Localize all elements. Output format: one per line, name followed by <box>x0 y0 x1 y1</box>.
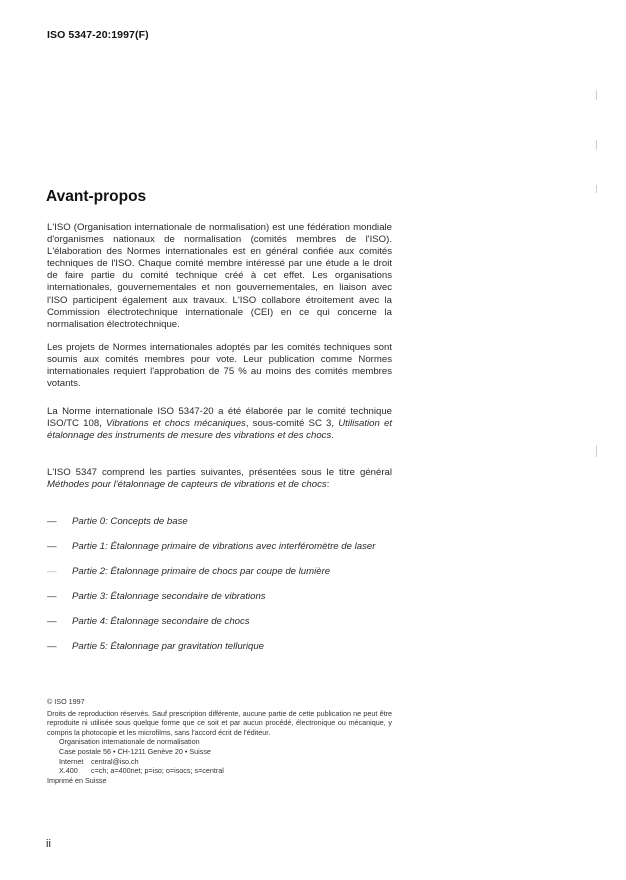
paragraph-voting: Les projets de Normes internationales adoptés par les comités techniques sont soumis aux comités membres pour vote. Leur publication comme Normes internationales requiert l'approbation de 75 % au moins des comités membres votants. <box>47 342 392 390</box>
list-item <box>47 541 392 553</box>
list-item-text: Partie 3: Étalonnage secondaire de vibrations <box>72 591 266 603</box>
page-number: ii <box>46 838 51 850</box>
list-item <box>47 591 392 603</box>
committee-title-em: Vibrations et chocs mécaniques <box>106 418 246 430</box>
publisher-address <box>47 737 392 775</box>
list-item <box>47 516 392 528</box>
internet-address: central@iso.ch <box>91 756 139 766</box>
list-item-text: Partie 2: Étalonnage primaire de chocs par coupe de lumière <box>72 566 331 578</box>
standard-reference: ISO 5347-20:1997(F) <box>47 29 149 41</box>
paragraph-committee <box>47 406 392 442</box>
list-dash: — <box>47 566 57 578</box>
list-dash: — <box>47 541 57 553</box>
margin-mark <box>596 140 597 150</box>
publisher-name: Organisation internationale de normalisation <box>59 737 200 747</box>
margin-mark <box>596 445 597 457</box>
committee-text-mid: , sous-comité SC 3, <box>245 418 339 430</box>
page-title: Avant-propos <box>46 188 147 205</box>
internet-row <box>59 757 392 767</box>
general-title-em: Méthodes pour l'étalonnage de capteurs de vibrations et de chocs <box>47 479 327 491</box>
internet-label: Internet <box>59 756 84 766</box>
x400-label: X.400 <box>59 766 78 776</box>
list-item-text: Partie 1: Étalonnage primaire de vibrations avec interféromètre de laser <box>72 541 376 553</box>
x400-row <box>59 766 392 776</box>
list-item-text: Partie 4: Étalonnage secondaire de chocs <box>72 616 250 628</box>
parts-intro-start: L'ISO 5347 comprend les parties suivantes, présentées sous le titre général <box>47 467 392 478</box>
paragraph-iso-intro: L'ISO (Organisation internationale de normalisation) est une fédération mondiale d'organismes nationaux de normalisation (comités membres de l'ISO). L'élaboration des Normes internationales est en général confiée aux comités techniques de l'ISO. Chaque comité membre intéressé par une étude a le droit de faire partie du comité technique créé à cet effet. Les organisations internationales, gouvernementales et non gouvernementales, en liaison avec l'ISO participent également aux travaux. L'ISO collabore étroitement avec la Commission électrotechnique internationale (CEI) en ce qui concerne la normalisation électrotechnique. <box>47 222 392 330</box>
margin-mark <box>596 90 597 100</box>
list-item <box>47 641 392 653</box>
margin-mark <box>596 185 597 193</box>
rights-statement: Droits de reproduction réservés. Sauf prescription différente, aucune partie de cette publication ne peut être reproduite ni utilisée sous quelque forme que ce soit et par aucun procédé, électronique ou mécanique, y compris la photocopie et les microfilms, sans l'accord écrit de l'éditeur. <box>47 708 392 737</box>
list-dash: — <box>47 641 57 653</box>
copyright-block <box>47 697 392 785</box>
committee-text-start: La Norme internationale ISO 5347-20 a été élaborée par le comité technique ISO/TC 108, <box>47 406 392 430</box>
subcommittee-title-em: Utilisation et étalonnage des instruments de mesure des vibrations et des chocs <box>47 418 393 442</box>
postal-address: Case postale 56 • CH-1211 Genève 20 • Suisse <box>59 746 211 756</box>
list-dash: — <box>47 516 57 527</box>
copyright-notice: © ISO 1997 <box>47 697 85 706</box>
list-dash: — <box>47 616 57 628</box>
printed-in: Imprimé en Suisse <box>47 775 107 785</box>
list-item-text: Partie 0: Concepts de base <box>72 516 188 527</box>
committee-text-end: . <box>331 430 334 442</box>
list-item <box>47 566 392 578</box>
list-item-text: Partie 5: Étalonnage par gravitation tellurique <box>72 641 264 653</box>
parts-intro-end: : <box>326 479 330 491</box>
list-item <box>47 616 392 628</box>
paragraph-parts-intro <box>47 467 392 491</box>
x400-address: c=ch; a=400net; p=iso; o=isocs; s=central <box>91 766 224 776</box>
parts-list <box>47 516 392 654</box>
list-dash: — <box>47 591 57 603</box>
